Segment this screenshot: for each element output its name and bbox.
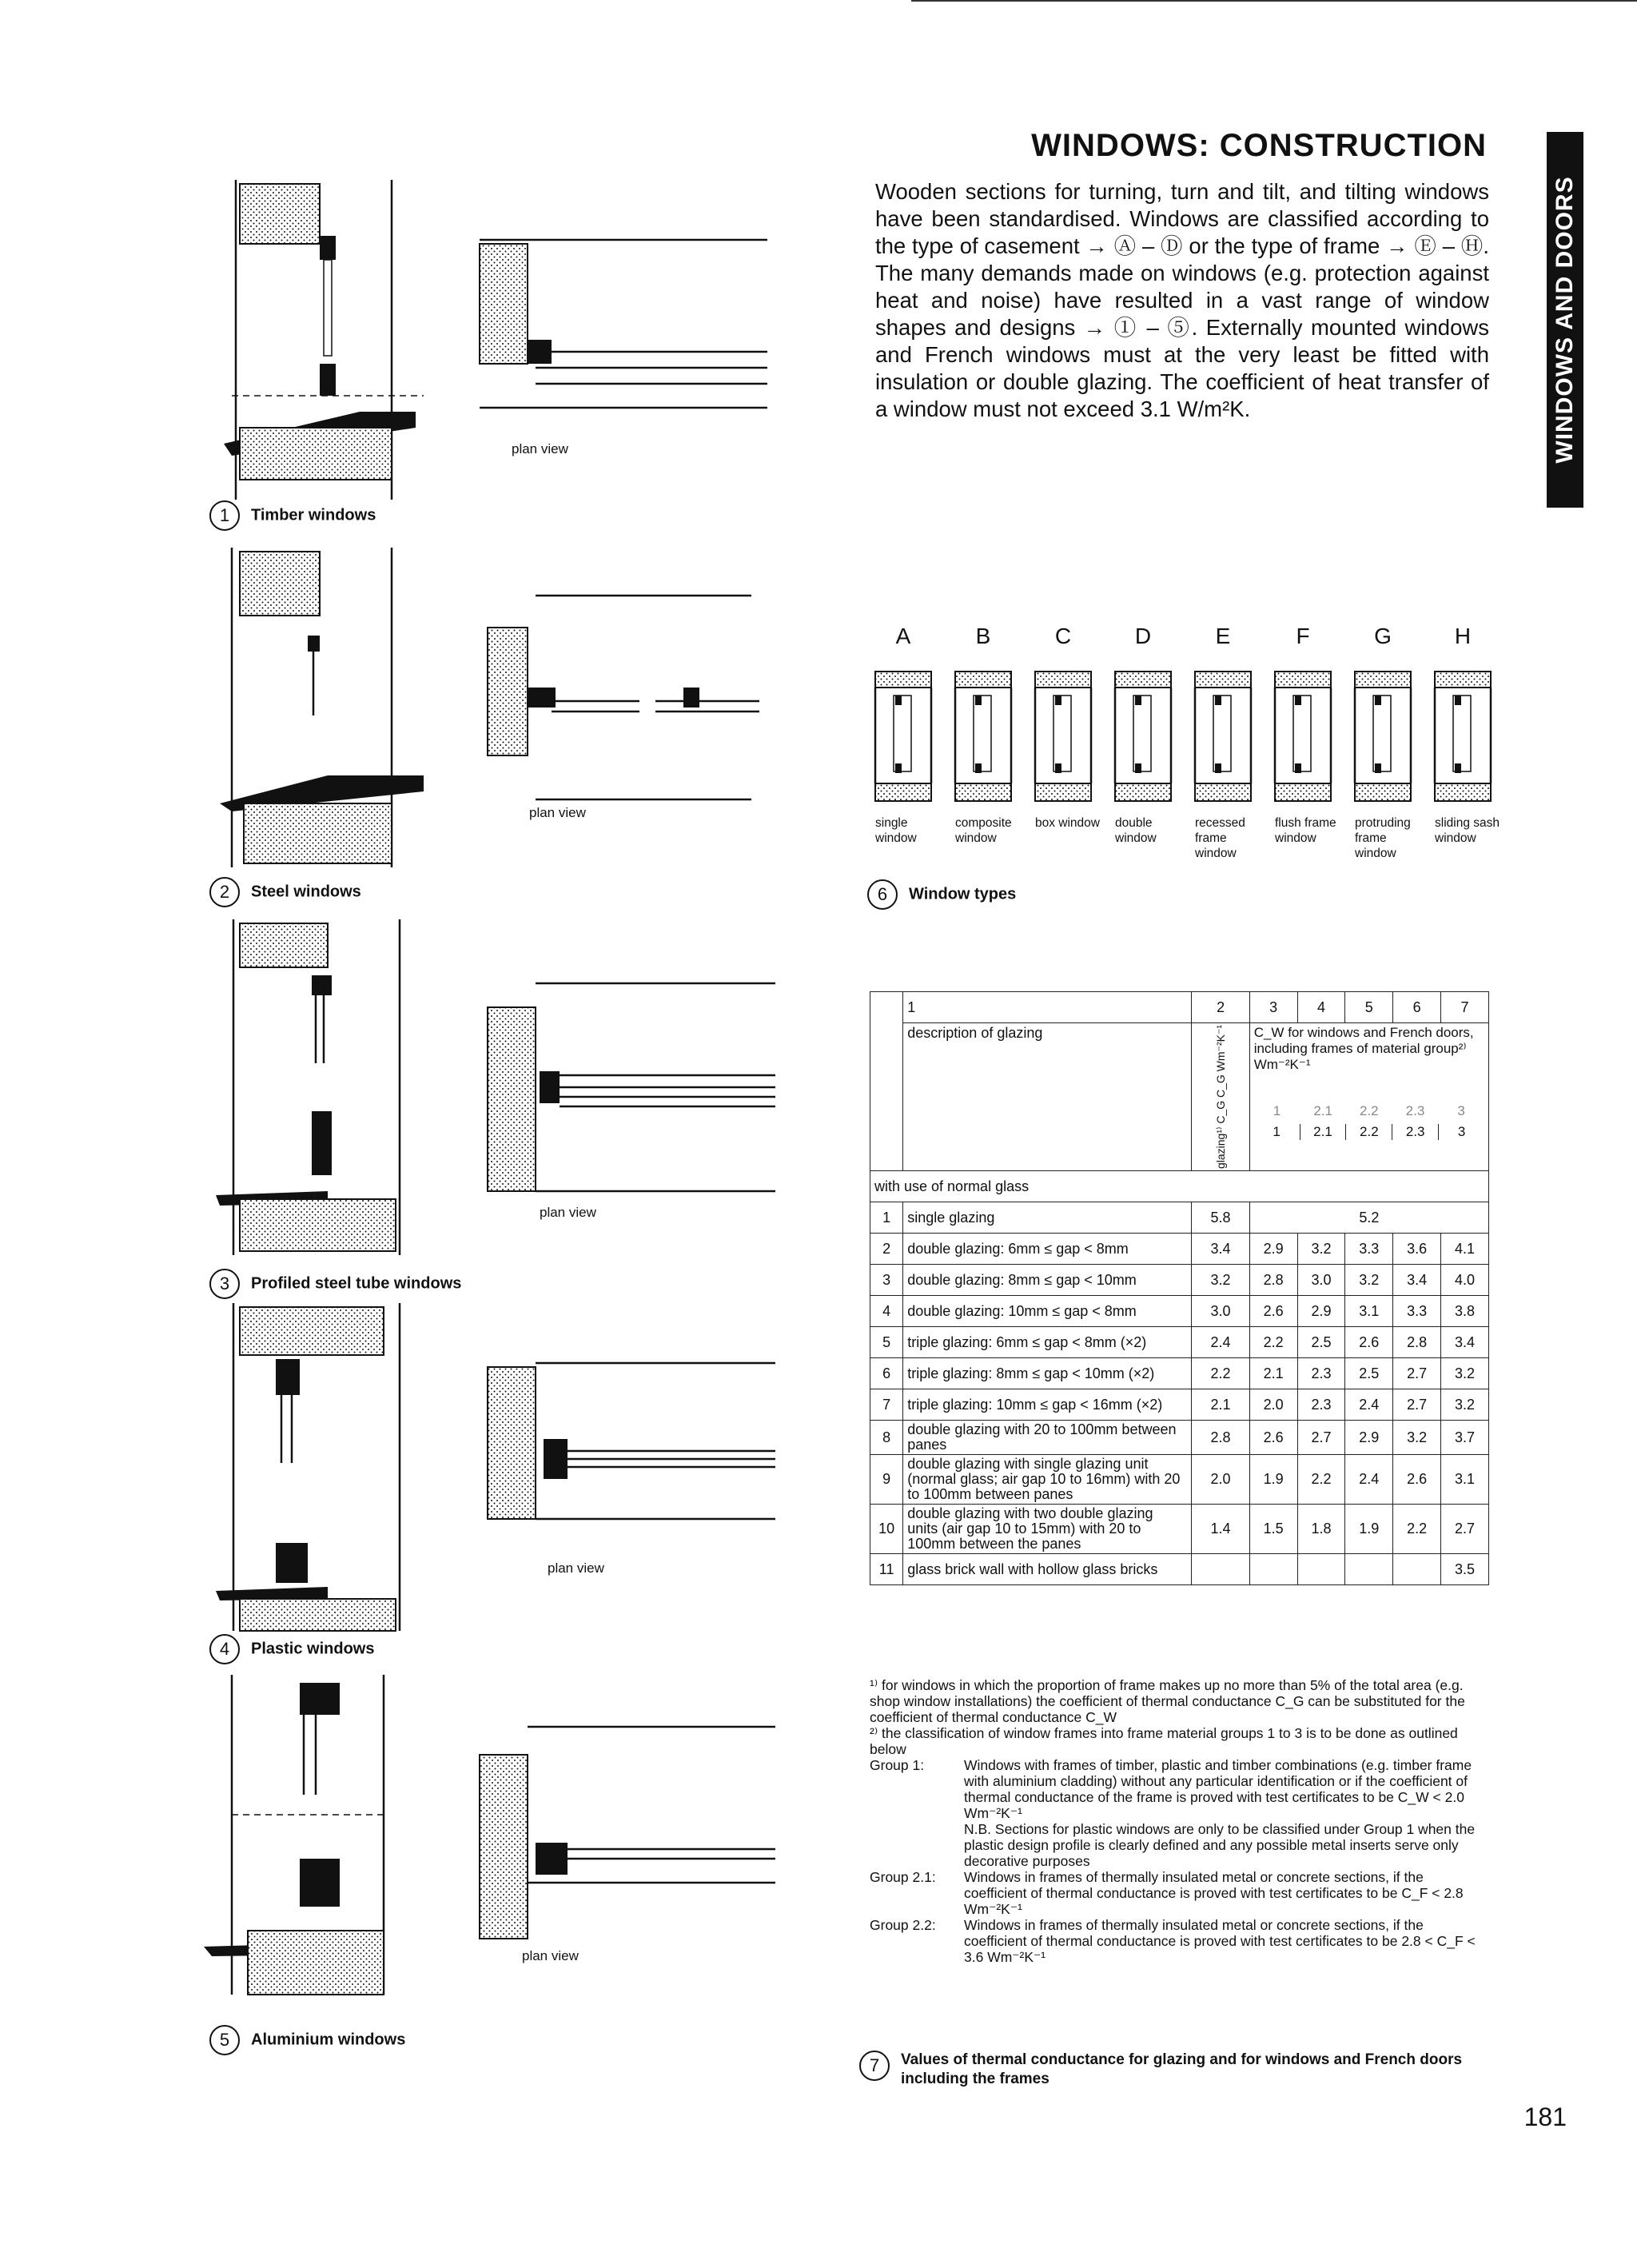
table-cell: 2.3 <box>1297 1358 1345 1389</box>
table-cell: glass brick wall with hollow glass bricks <box>903 1554 1192 1585</box>
table-cell: 9 <box>870 1455 903 1505</box>
cw-header: C_W for windows and French doors, including frames of material group²⁾ Wm⁻²K⁻¹ <box>1253 1025 1474 1072</box>
window-type-drawing-d <box>1115 672 1171 801</box>
top-rule <box>911 0 1637 2</box>
table-cell: 6 <box>1393 992 1441 1023</box>
window-type-label: recessed frame window <box>1195 816 1245 860</box>
window-type-label: protruding frame window <box>1355 816 1411 860</box>
table-cell: 2.7 <box>1393 1389 1441 1421</box>
table-cell: 3.0 <box>1192 1296 1249 1327</box>
caption-text: Steel windows <box>251 883 361 901</box>
plan-view-label: plan view <box>522 1948 579 1963</box>
figure-4-caption <box>209 1634 374 1664</box>
caption-text: Window types <box>909 885 1017 903</box>
table-cell: 5 <box>1345 992 1393 1023</box>
window-type-letter: B <box>975 624 991 648</box>
page-title: WINDOWS: CONSTRUCTION <box>1031 128 1487 163</box>
table-cell: 3.4 <box>1441 1327 1489 1358</box>
table-cell: triple glazing: 8mm ≤ gap < 10mm (×2) <box>903 1358 1192 1389</box>
table-row <box>870 1234 1489 1265</box>
window-type-drawing-f <box>1275 672 1331 801</box>
table-row <box>870 1455 1489 1505</box>
table-cell: 4 <box>1297 992 1345 1023</box>
caption-text: Aluminium windows <box>251 2031 406 2049</box>
group-text: Windows in frames of thermally insulated metal or concrete sections, if the coefficient of thermal conductance is proved with test certificates to be 2.8 < C_F < 3.6 Wm⁻²K⁻¹ <box>964 1917 1476 1965</box>
table-cell: 7 <box>870 1389 903 1421</box>
table-cell: 1.9 <box>1345 1505 1393 1554</box>
window-type-drawing-g <box>1355 672 1411 801</box>
table-cell: 2.9 <box>1345 1421 1393 1455</box>
group-label <box>870 1821 964 1869</box>
table-cell: 3.2 <box>1297 1234 1345 1265</box>
table-cell: 2.6 <box>1249 1421 1297 1455</box>
table-cell <box>1345 1554 1393 1585</box>
group-number: 2.1 <box>1300 1124 1346 1140</box>
table-cell: 8 <box>870 1421 903 1455</box>
table-row <box>870 1265 1489 1296</box>
table-cell: 2.0 <box>1249 1389 1297 1421</box>
table-cell: 3.4 <box>1393 1265 1441 1296</box>
table-cell: glazing¹⁾ C_G C_G Wm⁻²K⁻¹ <box>1192 1023 1249 1171</box>
thermal-conductance-table-wrap <box>870 991 1489 1585</box>
window-type-letter: D <box>1134 624 1152 648</box>
table-cell: 2.4 <box>1345 1389 1393 1421</box>
window-type-letter: H <box>1454 624 1472 648</box>
window-type-label: box window <box>1035 816 1100 830</box>
table-cell: 2.2 <box>1192 1358 1249 1389</box>
group-number-faint: 2.1 <box>1313 1103 1332 1118</box>
sidebar-label: WINDOWS AND DOORS <box>1551 176 1578 464</box>
table-row <box>870 1421 1489 1455</box>
table-cell: 5.8 <box>1192 1202 1249 1234</box>
table-cell: 2.8 <box>1249 1265 1297 1296</box>
caption-text: Plastic windows <box>251 1640 375 1658</box>
table-cell: description of glazing <box>903 1023 1192 1171</box>
intro-paragraph: Wooden sections for turning, turn and tilt, and tilting windows have been standardised. Windows are classified according to the type of casement → Ⓐ – Ⓓ or the type of frame → Ⓔ – Ⓗ. The many demands made on windows (e.g. protection against heat and noise) have resulted in a vast range of window shapes and designs → ① – ⑤. Externally mounted windows and French windows must at the very least be fitted with insulation or double glazing. The coefficient of heat transfer of a window must not exceed 3.1 W/m²K. <box>875 179 1489 421</box>
figure-number: 7 <box>859 2051 890 2081</box>
table-cell: 1.4 <box>1192 1505 1249 1554</box>
table-cell: 4.1 <box>1441 1234 1489 1265</box>
footnote-2: ²⁾ the classification of window frames into frame material groups 1 to 3 is to be done as outlined below <box>870 1725 1458 1757</box>
table-cell: double glazing with two double glazing units (air gap 10 to 15mm) with 20 to 100mm between the panes <box>903 1505 1192 1554</box>
caption-text: Values of thermal conductance for glazing and for windows and French doors including the frames <box>901 2051 1463 2087</box>
table-cell: 1 <box>903 992 1192 1023</box>
table-cell: 2.8 <box>1192 1421 1249 1455</box>
figure-aluminium-windows <box>200 1675 791 2019</box>
figure-1-caption <box>209 500 376 531</box>
figure-plastic-windows <box>216 1303 791 1639</box>
figure-2-caption <box>209 877 361 907</box>
table-cell: 3.2 <box>1393 1421 1441 1455</box>
table-cell: 2.0 <box>1192 1455 1249 1505</box>
table-cell <box>1249 1023 1488 1171</box>
table-cell: 2.1 <box>1249 1358 1297 1389</box>
table-cell: triple glazing: 10mm ≤ gap < 16mm (×2) <box>903 1389 1192 1421</box>
table-cell: double glazing: 6mm ≤ gap < 8mm <box>903 1234 1192 1265</box>
table-cell: 3.2 <box>1192 1265 1249 1296</box>
table-cell: 2.9 <box>1297 1296 1345 1327</box>
group-number: 2.3 <box>1392 1124 1438 1140</box>
table-cell: double glazing: 8mm ≤ gap < 10mm <box>903 1265 1192 1296</box>
table-cell: 2.7 <box>1393 1358 1441 1389</box>
table-cell: 2.6 <box>1345 1327 1393 1358</box>
table-cell: with use of normal glass <box>870 1171 1489 1202</box>
footnote-group <box>870 1917 1477 1965</box>
table-cell <box>870 992 903 1023</box>
figure-number: 6 <box>867 879 898 910</box>
window-type-label: flush frame window <box>1275 816 1336 845</box>
table-row <box>870 1554 1489 1585</box>
table-row <box>870 1202 1489 1234</box>
footnote-group <box>870 1821 1477 1869</box>
footnote-group <box>870 1757 1477 1821</box>
figure-timber-windows <box>216 180 775 500</box>
table-cell: double glazing with single glazing unit (normal glass; air gap 10 to 16mm) with 20 to 100mm between panes <box>903 1455 1192 1505</box>
window-type-drawing-b <box>955 672 1011 801</box>
table-cell: 3.3 <box>1345 1234 1393 1265</box>
group-number-faint: 1 <box>1273 1103 1281 1118</box>
window-type-label: sliding sash window <box>1435 816 1500 845</box>
table-cell: 2.5 <box>1297 1327 1345 1358</box>
table-cell: 3.2 <box>1345 1265 1393 1296</box>
figure-7-caption <box>859 2051 1491 2089</box>
window-type-letter: F <box>1296 624 1310 648</box>
table-cell: 5 <box>870 1327 903 1358</box>
group-label: Group 2.1: <box>870 1869 936 1885</box>
table-row <box>870 1389 1489 1421</box>
page-number: 181 <box>1523 2103 1567 2131</box>
table-cell: 5.2 <box>1249 1202 1488 1234</box>
table-cell: 3.2 <box>1441 1358 1489 1389</box>
footnotes <box>870 1677 1477 1965</box>
table-cell: 3 <box>1249 992 1297 1023</box>
group-number: 3 <box>1438 1124 1484 1140</box>
group-label: Group 1: <box>870 1757 925 1773</box>
table-cell: 3.1 <box>1441 1455 1489 1505</box>
window-type-drawing-a <box>875 672 931 801</box>
table-cell: 2.2 <box>1249 1327 1297 1358</box>
table-cell: 7 <box>1441 992 1489 1023</box>
group-number-faint: 3 <box>1457 1103 1465 1118</box>
table-cell: 3 <box>870 1265 903 1296</box>
window-type-letter: A <box>895 624 911 648</box>
table-cell: 3.6 <box>1393 1234 1441 1265</box>
caption-text: Timber windows <box>251 506 376 524</box>
group-label: Group 2.2: <box>870 1917 936 1933</box>
table-cell: double glazing: 10mm ≤ gap < 8mm <box>903 1296 1192 1327</box>
table-cell: 3.8 <box>1441 1296 1489 1327</box>
table-row <box>870 1358 1489 1389</box>
table-cell: 2.7 <box>1297 1421 1345 1455</box>
window-type-drawing-c <box>1035 672 1091 801</box>
table-cell: 2.4 <box>1192 1327 1249 1358</box>
figure-number: 3 <box>209 1269 240 1299</box>
group-number: 2.2 <box>1345 1124 1392 1140</box>
table-cell: 2.7 <box>1441 1505 1489 1554</box>
table-cell: 3.3 <box>1393 1296 1441 1327</box>
section-sidebar-tab <box>1547 132 1583 508</box>
figure-profiled-steel-tube-windows <box>216 919 791 1263</box>
thermal-conductance-table <box>870 991 1489 1585</box>
window-types-diagram <box>871 624 1500 879</box>
table-cell: 3.1 <box>1345 1296 1393 1327</box>
group-number-faint: 2.3 <box>1405 1103 1425 1118</box>
table-cell: 2.1 <box>1192 1389 1249 1421</box>
table-cell: 3.0 <box>1297 1265 1345 1296</box>
figure-3-caption <box>209 1269 461 1299</box>
table-row <box>870 1505 1489 1554</box>
window-type-drawing-e <box>1195 672 1251 801</box>
table-cell <box>1393 1554 1441 1585</box>
table-cell: 11 <box>870 1554 903 1585</box>
group-number-faint: 2.2 <box>1360 1103 1379 1118</box>
table-cell: 2.8 <box>1393 1327 1441 1358</box>
window-type-letter: E <box>1215 624 1231 648</box>
table-cell: 3.2 <box>1441 1389 1489 1421</box>
table-cell: double glazing with 20 to 100mm between panes <box>903 1421 1192 1455</box>
group-text: Windows in frames of thermally insulated metal or concrete sections, if the coefficient of thermal conductance is proved with test certificates to be C_F < 2.8 Wm⁻²K⁻¹ <box>964 1869 1464 1917</box>
window-type-label: double window <box>1115 816 1157 845</box>
caption-text: Profiled steel tube windows <box>251 1274 462 1293</box>
figure-5-caption <box>209 2025 405 2055</box>
plan-view-label: plan view <box>540 1205 596 1220</box>
figure-6-caption <box>867 879 1016 910</box>
table-cell: 4.0 <box>1441 1265 1489 1296</box>
table-cell: 2.3 <box>1297 1389 1345 1421</box>
group-number: 1 <box>1273 1124 1281 1139</box>
group-text: Windows with frames of timber, plastic and timber combinations (e.g. timber frame with aluminium cladding) without any particular identification or if the coefficient of thermal conductance of the frame is proved with test certificates to be C_W < 2.0 Wm⁻²K⁻¹ <box>964 1757 1472 1821</box>
table-cell: 3.7 <box>1441 1421 1489 1455</box>
figure-number: 4 <box>209 1634 240 1664</box>
table-cell: 4 <box>870 1296 903 1327</box>
footnote-1: ¹⁾ for windows in which the proportion of frame makes up no more than 5% of the total area (e.g. shop window installations) the coefficient of thermal conductance C_G can be substituted for the coefficient of thermal conductance C_W <box>870 1677 1465 1725</box>
figure-number: 1 <box>209 500 240 531</box>
footnote-group <box>870 1869 1477 1917</box>
table-cell: 1.9 <box>1249 1455 1297 1505</box>
table-cell: 6 <box>870 1358 903 1389</box>
plan-view-label: plan view <box>529 805 586 820</box>
table-header-row <box>870 1023 1489 1171</box>
table-cell: 2 <box>870 1234 903 1265</box>
table-cell: single glazing <box>903 1202 1192 1234</box>
window-type-label: single window <box>875 816 917 845</box>
window-type-letter: C <box>1054 624 1072 648</box>
plan-view-label: plan view <box>548 1560 604 1576</box>
table-cell: 1.5 <box>1249 1505 1297 1554</box>
table-cell <box>1249 1554 1297 1585</box>
table-cell: triple glazing: 6mm ≤ gap < 8mm (×2) <box>903 1327 1192 1358</box>
table-row <box>870 1327 1489 1358</box>
table-cell: 2 <box>1192 992 1249 1023</box>
table-header-row <box>870 992 1489 1023</box>
table-cell: 10 <box>870 1505 903 1554</box>
table-cell: 3.4 <box>1192 1234 1249 1265</box>
table-cell: 2.6 <box>1249 1296 1297 1327</box>
figure-number: 5 <box>209 2025 240 2055</box>
table-cell: 2.5 <box>1345 1358 1393 1389</box>
table-cell: 2.2 <box>1393 1505 1441 1554</box>
table-cell: 2.2 <box>1297 1455 1345 1505</box>
window-type-drawing-h <box>1435 672 1491 801</box>
table-cell <box>870 1023 903 1171</box>
table-cell <box>1297 1554 1345 1585</box>
figure-number: 2 <box>209 877 240 907</box>
table-row <box>870 1296 1489 1327</box>
group-text: N.B. Sections for plastic windows are only to be classified under Group 1 when the plastic design profile is clearly defined and any possible metal inserts serve only decorative purposes <box>964 1821 1476 1869</box>
table-cell: 2.6 <box>1393 1455 1441 1505</box>
table-cell: 1 <box>870 1202 903 1234</box>
table-cell <box>1192 1554 1249 1585</box>
table-cell: 2.9 <box>1249 1234 1297 1265</box>
table-cell: 1.8 <box>1297 1505 1345 1554</box>
window-type-letter: G <box>1374 624 1392 648</box>
figure-steel-windows <box>208 548 783 867</box>
table-cell: 2.4 <box>1345 1455 1393 1505</box>
table-section-row <box>870 1171 1489 1202</box>
window-type-label: composite window <box>955 816 1012 845</box>
plan-view-label: plan view <box>512 441 568 456</box>
table-cell: 3.5 <box>1441 1554 1489 1585</box>
